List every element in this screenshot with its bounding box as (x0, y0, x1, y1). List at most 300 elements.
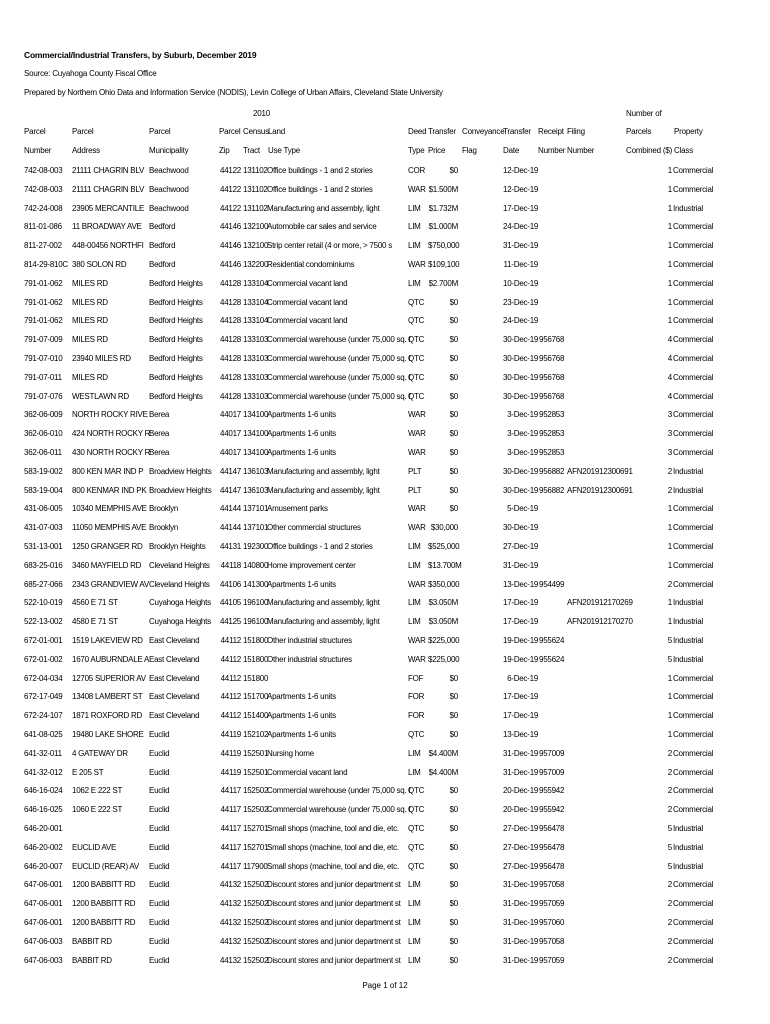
parcels-combined-cell: 3 (667, 448, 672, 457)
table-row (0, 503, 770, 521)
land-use-cell: Commercial warehouse (under 75,000 sq. f (267, 335, 411, 345)
transfer-date-cell: 17-Dec-19 (503, 598, 539, 608)
land-use-cell: Commercial vacant land (267, 278, 348, 288)
property-class-cell: Commercial (673, 767, 714, 777)
receipt-number-cell: 956768 (539, 372, 565, 382)
land-use-cell: Discount stores and junior department st (267, 936, 401, 946)
zip-cell: 44106 (220, 579, 241, 589)
transfer-price-cell: $2.700M (428, 278, 458, 288)
census-tract-cell: 117900 (243, 861, 268, 871)
parcels-combined-cell: 1 (667, 673, 672, 683)
deed-type-cell: LIM (408, 222, 421, 232)
parcel-address-cell: MILES RD (72, 316, 108, 326)
census-tract-cell: 152701 (243, 824, 269, 833)
deed-type-cell: FOF (408, 673, 424, 683)
property-class-cell: Commercial (673, 748, 714, 758)
transfer-price-cell: $350,000 (428, 579, 460, 589)
transfer-price-cell: $750,000 (428, 241, 460, 251)
zip-cell: 44147 (220, 466, 241, 476)
table-row (0, 879, 770, 897)
zip-cell: 44122 (220, 184, 241, 194)
zip-cell: 44122 (220, 203, 241, 213)
municipality-cell: East Cleveland (149, 692, 200, 702)
zip-cell: 44132 (220, 899, 241, 909)
parcel-number-cell: 672-24-107 (24, 711, 63, 721)
table-row (0, 240, 770, 258)
census-tract-cell: 151700 (243, 692, 269, 702)
filing-number-cell: AFN201912170269 (567, 598, 633, 608)
census-tract-cell: 152502 (243, 936, 269, 946)
parcel-number-cell: 641-08-025 (24, 730, 63, 739)
parcel-number-cell: 431-06-005 (24, 504, 63, 514)
receipt-number-cell: 957060 (539, 918, 565, 927)
property-class-cell: Commercial (673, 354, 714, 363)
property-class-cell: Commercial (673, 260, 714, 269)
parcels-combined-cell: 4 (667, 354, 672, 363)
parcels-combined-cell: 4 (667, 391, 672, 401)
table-row (0, 391, 770, 409)
land-use-cell: Home improvement center (267, 560, 356, 570)
property-class-cell: Commercial (673, 504, 714, 514)
municipality-cell: Bedford Heights (149, 278, 203, 288)
table-row (0, 842, 770, 860)
transfer-date-cell: 3-Dec-19 (507, 410, 538, 420)
municipality-cell: Cuyahoga Heights (149, 617, 211, 627)
land-use-cell: Commercial warehouse (under 75,000 sq. f (267, 354, 411, 363)
table-row (0, 785, 770, 803)
parcel-number-cell: 362-06-010 (24, 429, 63, 439)
transfer-date-cell: 31-Dec-19 (503, 955, 539, 965)
property-class-cell: Commercial (673, 335, 714, 345)
table-row (0, 466, 770, 484)
parcels-combined-cell: 1 (667, 260, 672, 269)
parcel-address-cell: 11050 MEMPHIS AVE (72, 523, 147, 533)
census-tract-cell: 133103 (243, 372, 269, 382)
parcel-address-cell: MILES RD (72, 335, 108, 345)
parcels-combined-cell: 2 (667, 767, 672, 777)
parcel-number-cell: 647-06-001 (24, 880, 63, 890)
receipt-number-cell: 952853 (539, 448, 565, 457)
transfer-date-cell: 23-Dec-19 (503, 297, 539, 307)
parcels-combined-cell: 5 (667, 654, 672, 664)
municipality-cell: Brooklyn Heights (149, 542, 206, 551)
table-row (0, 522, 770, 540)
deed-type-cell: WAR (408, 579, 426, 589)
header-use-type: Use Type (268, 146, 301, 155)
table-row (0, 447, 770, 465)
deed-type-cell: LIM (408, 542, 421, 551)
receipt-number-cell: 957009 (539, 748, 565, 758)
property-class-cell: Commercial (673, 184, 714, 194)
zip-cell: 44017 (220, 410, 241, 420)
transfer-date-cell: 31-Dec-19 (503, 899, 539, 909)
census-tract-cell: 151400 (243, 711, 269, 721)
census-tract-cell: 131102 (243, 166, 268, 175)
parcel-number-cell: 791-07-009 (24, 335, 63, 345)
census-tract-cell: 133103 (243, 391, 269, 401)
municipality-cell: Euclid (149, 730, 170, 739)
deed-type-cell: QTC (408, 297, 425, 307)
municipality-cell: Euclid (149, 805, 170, 815)
deed-type-cell: LIM (408, 278, 421, 288)
land-use-cell: Commercial warehouse (under 75,000 sq. f (267, 391, 411, 401)
parcel-address-cell: 12705 SUPERIOR AV (72, 673, 146, 683)
transfer-price-cell: $13.700M (428, 560, 462, 570)
census-tract-cell: 152102 (243, 730, 269, 739)
land-use-cell: Residential condominiums (267, 260, 355, 269)
deed-type-cell: WAR (408, 636, 426, 645)
property-class-cell: Industrial (673, 617, 703, 627)
zip-cell: 44119 (220, 730, 241, 739)
header-parcel-2: Parcel (72, 127, 94, 136)
header-receipt-number: Number (538, 146, 566, 155)
parcel-number-cell: 583-19-002 (24, 466, 63, 476)
receipt-number-cell: 957058 (539, 936, 565, 946)
property-class-cell: Industrial (673, 466, 703, 476)
land-use-cell: Discount stores and junior department st (267, 918, 401, 927)
census-tract-cell: 192300 (243, 542, 269, 551)
municipality-cell: East Cleveland (149, 673, 200, 683)
parcel-address-cell: BABBIT RD (72, 936, 112, 946)
table-row (0, 635, 770, 653)
zip-cell: 44117 (220, 861, 241, 871)
deed-type-cell: LIM (408, 918, 421, 927)
header-filing-number: Number (567, 146, 595, 155)
parcel-address-cell: 2343 GRANDVIEW AV (72, 579, 149, 589)
deed-type-cell: QTC (408, 730, 425, 739)
transfer-price-cell: $0 (449, 918, 458, 927)
parcel-address-cell: 21111 CHAGRIN BLV (72, 166, 145, 175)
transfer-date-cell: 17-Dec-19 (503, 617, 539, 627)
table-row (0, 334, 770, 352)
parcels-combined-cell: 2 (667, 786, 672, 796)
parcel-number-cell: 647-06-001 (24, 899, 63, 909)
transfer-date-cell: 17-Dec-19 (503, 692, 539, 702)
zip-cell: 44128 (220, 372, 241, 382)
zip-cell: 44146 (220, 260, 241, 269)
property-class-cell: Commercial (673, 918, 714, 927)
municipality-cell: Bedford Heights (149, 335, 203, 345)
municipality-cell: Broadview Heights (149, 466, 212, 476)
census-tract-cell: 152502 (243, 918, 269, 927)
table-row (0, 297, 770, 315)
parcels-combined-cell: 3 (667, 429, 672, 439)
transfer-date-cell: 24-Dec-19 (503, 316, 539, 326)
transfer-price-cell: $0 (449, 354, 458, 363)
property-class-cell: Commercial (673, 692, 714, 702)
deed-type-cell: WAR (408, 260, 426, 269)
land-use-cell: Commercial vacant land (267, 767, 348, 777)
transfer-date-cell: 27-Dec-19 (503, 542, 539, 551)
table-row (0, 936, 770, 954)
source-line: Source: Cuyahoga County Fiscal Office (24, 69, 157, 78)
transfer-price-cell: $0 (449, 335, 458, 345)
parcel-number-cell: 791-07-010 (24, 354, 63, 363)
parcels-combined-cell: 1 (667, 692, 672, 702)
parcel-address-cell: 19480 LAKE SHORE (72, 730, 144, 739)
transfer-date-cell: 30-Dec-19 (503, 354, 539, 363)
table-row (0, 353, 770, 371)
zip-cell: 44132 (220, 955, 241, 965)
land-use-cell: Manufacturing and assembly, light (267, 598, 380, 608)
header-type: Type (408, 146, 425, 155)
zip-cell: 44128 (220, 297, 241, 307)
transfer-price-cell: $1.500M (428, 184, 458, 194)
parcel-number-cell: 672-04-034 (24, 673, 63, 683)
receipt-number-cell: 957058 (539, 880, 565, 890)
transfer-price-cell: $0 (449, 448, 458, 457)
municipality-cell: Bedford Heights (149, 391, 203, 401)
deed-type-cell: QTC (408, 354, 425, 363)
transfer-price-cell: $0 (449, 730, 458, 739)
transfer-price-cell: $0 (449, 899, 458, 909)
filing-number-cell: AFN201912300691 (567, 466, 633, 476)
parcels-combined-cell: 2 (667, 936, 672, 946)
land-use-cell: Office buildings - 1 and 2 stories (267, 542, 373, 551)
census-tract-cell: 152501 (243, 748, 269, 758)
table-row (0, 767, 770, 785)
census-tract-cell: 133104 (243, 278, 269, 288)
parcel-address-cell: 380 SOLON RD (72, 260, 127, 269)
receipt-number-cell: 956478 (539, 861, 565, 871)
header-property: Property (674, 127, 703, 136)
land-use-cell: Commercial warehouse (under 75,000 sq. f (267, 786, 411, 796)
table-row (0, 278, 770, 296)
transfer-price-cell: $3.050M (428, 598, 458, 608)
land-use-cell: Commercial vacant land (267, 297, 348, 307)
parcels-combined-cell: 2 (667, 748, 672, 758)
zip-cell: 44131 (220, 542, 241, 551)
parcel-number-cell: 672-01-001 (24, 636, 63, 645)
deed-type-cell: QTC (408, 316, 425, 326)
parcel-number-cell: 531-13-001 (24, 542, 63, 551)
table-row (0, 409, 770, 427)
municipality-cell: Euclid (149, 955, 170, 965)
parcel-number-cell: 791-07-011 (24, 372, 62, 382)
transfer-price-cell: $0 (449, 316, 458, 326)
municipality-cell: Bedford Heights (149, 372, 203, 382)
property-class-cell: Commercial (673, 523, 714, 533)
zip-cell: 44146 (220, 241, 241, 251)
transfer-price-cell: $0 (449, 824, 458, 833)
header-number-of: Number of (626, 109, 662, 118)
parcels-combined-cell: 1 (667, 297, 672, 307)
property-class-cell: Commercial (673, 316, 714, 326)
deed-type-cell: QTC (408, 391, 425, 401)
table-row (0, 861, 770, 879)
parcels-combined-cell: 1 (667, 617, 672, 627)
land-use-cell: Apartments 1-6 units (267, 692, 336, 702)
zip-cell: 44132 (220, 936, 241, 946)
transfer-date-cell: 30-Dec-19 (503, 391, 539, 401)
property-class-cell: Commercial (673, 222, 714, 232)
parcel-address-cell: EUCLID AVE (72, 842, 117, 852)
parcels-combined-cell: 2 (667, 579, 672, 589)
property-class-cell: Commercial (673, 429, 714, 439)
property-class-cell: Industrial (673, 485, 703, 495)
parcel-address-cell: 1250 GRANGER RD (72, 542, 143, 551)
header-address: Address (72, 146, 100, 155)
transfer-price-cell: $0 (449, 410, 458, 420)
parcels-combined-cell: 1 (667, 316, 672, 326)
table-row (0, 184, 770, 202)
land-use-cell: Apartments 1-6 units (267, 579, 336, 589)
transfer-price-cell: $30,000 (430, 523, 458, 533)
header-land: Land (268, 127, 285, 136)
deed-type-cell: LIM (408, 955, 421, 965)
transfer-price-cell: $0 (449, 861, 458, 871)
land-use-cell: Other industrial structures (267, 636, 352, 645)
parcel-address-cell: 1062 E 222 ST (72, 786, 123, 796)
deed-type-cell: LIM (408, 203, 421, 213)
header-tract: Tract (243, 146, 260, 155)
property-class-cell: Commercial (673, 166, 714, 175)
municipality-cell: Cleveland Heights (149, 579, 210, 589)
parcels-combined-cell: 1 (667, 222, 672, 232)
census-tract-cell: 136103 (243, 466, 269, 476)
census-tract-cell: 152502 (243, 786, 269, 796)
header-filing: Filing (567, 127, 585, 136)
property-class-cell: Industrial (673, 824, 703, 833)
parcel-address-cell: 1670 AUBURNDALE A (72, 654, 150, 664)
municipality-cell: Bedford Heights (149, 297, 203, 307)
transfer-price-cell: $225,000 (428, 654, 460, 664)
transfer-date-cell: 30-Dec-19 (503, 523, 539, 533)
census-tract-cell: 137101 (243, 504, 269, 514)
transfer-date-cell: 13-Dec-19 (503, 579, 539, 589)
receipt-number-cell: 952853 (539, 410, 565, 420)
zip-cell: 44119 (220, 767, 241, 777)
parcel-address-cell: NORTH ROCKY RIVE (72, 410, 148, 420)
land-use-cell: Small shops (machine, tool and die, etc. (267, 842, 399, 852)
receipt-number-cell: 956768 (539, 354, 565, 363)
parcel-number-cell: 522-10-019 (24, 598, 63, 608)
zip-cell: 44119 (220, 748, 241, 758)
parcel-address-cell: 800 KEN MAR IND P (72, 466, 144, 476)
parcels-combined-cell: 2 (667, 918, 672, 927)
census-tract-cell: 134100 (243, 410, 269, 420)
receipt-number-cell: 952853 (539, 429, 565, 439)
census-tract-cell: 140800 (243, 560, 269, 570)
transfer-date-cell: 31-Dec-19 (503, 767, 539, 777)
parcel-number-cell: 641-32-012 (24, 767, 63, 777)
parcels-combined-cell: 3 (667, 410, 672, 420)
municipality-cell: Berea (149, 448, 170, 457)
table-row (0, 748, 770, 766)
municipality-cell: Beachwood (149, 203, 189, 213)
parcels-combined-cell: 5 (667, 636, 672, 645)
deed-type-cell: WAR (408, 448, 426, 457)
transfer-date-cell: 24-Dec-19 (503, 222, 539, 232)
municipality-cell: Brooklyn (149, 523, 179, 533)
municipality-cell: Cleveland Heights (149, 560, 210, 570)
census-tract-cell: 133104 (243, 316, 269, 326)
census-tract-cell: 134100 (243, 448, 269, 457)
transfer-date-cell: 17-Dec-19 (503, 203, 539, 213)
census-tract-cell: 151800 (243, 654, 269, 664)
receipt-number-cell: 956882 (539, 485, 565, 495)
table-row (0, 917, 770, 935)
header-parcel-4: Parcel (219, 127, 241, 136)
parcel-number-cell: 522-13-002 (24, 617, 63, 627)
receipt-number-cell: 955942 (539, 805, 565, 815)
census-tract-cell: 196100 (243, 617, 269, 627)
zip-cell: 44118 (220, 560, 241, 570)
municipality-cell: Berea (149, 429, 170, 439)
land-use-cell: Strip center retail (4 or more, > 7500 s (267, 241, 392, 251)
deed-type-cell: PLT (408, 485, 422, 495)
parcels-combined-cell: 2 (667, 466, 672, 476)
parcel-address-cell: 430 NORTH ROCKY R (72, 448, 151, 457)
table-row (0, 259, 770, 277)
deed-type-cell: LIM (408, 241, 421, 251)
transfer-price-cell: $0 (449, 805, 458, 815)
page-footer: Page 1 of 12 (362, 981, 408, 990)
transfer-price-cell: $0 (449, 485, 458, 495)
property-class-cell: Commercial (673, 241, 714, 251)
deed-type-cell: QTC (408, 335, 425, 345)
transfer-price-cell: $1.732M (428, 203, 458, 213)
parcel-number-cell: 811-27-002 (24, 241, 62, 251)
land-use-cell: Discount stores and junior department st (267, 955, 401, 965)
deed-type-cell: WAR (408, 429, 426, 439)
deed-type-cell: LIM (408, 560, 421, 570)
zip-cell: 44117 (220, 786, 241, 796)
parcel-address-cell: 800 KENMAR IND PK (72, 485, 147, 495)
transfer-price-cell: $1.000M (428, 222, 458, 232)
parcel-address-cell: 1200 BABBITT RD (72, 880, 136, 890)
municipality-cell: Euclid (149, 786, 170, 796)
header-transfer-1: Transfer (428, 127, 456, 136)
parcels-combined-cell: 1 (667, 711, 672, 721)
transfer-price-cell: $0 (449, 880, 458, 890)
parcel-address-cell: 23940 MILES RD (72, 354, 131, 363)
land-use-cell: Apartments 1-6 units (267, 410, 336, 420)
municipality-cell: East Cleveland (149, 636, 200, 645)
transfer-price-cell: $0 (449, 504, 458, 514)
parcel-address-cell: 1200 BABBITT RD (72, 899, 136, 909)
property-class-cell: Industrial (673, 861, 703, 871)
parcel-address-cell: MILES RD (72, 372, 108, 382)
land-use-cell: Other industrial structures (267, 654, 352, 664)
municipality-cell: Brooklyn (149, 504, 179, 514)
receipt-number-cell: 956768 (539, 335, 565, 345)
zip-cell: 44128 (220, 316, 241, 326)
parcel-address-cell: 23905 MERCANTILE (72, 203, 145, 213)
deed-type-cell: WAR (408, 654, 426, 664)
parcel-address-cell: MILES RD (72, 297, 108, 307)
property-class-cell: Commercial (673, 936, 714, 946)
parcels-combined-cell: 1 (667, 730, 672, 739)
parcels-combined-cell: 1 (667, 542, 672, 551)
transfer-price-cell: $525,000 (428, 542, 460, 551)
deed-type-cell: FOR (408, 692, 425, 702)
property-class-cell: Commercial (673, 448, 714, 457)
land-use-cell: Commercial vacant land (267, 316, 348, 326)
parcel-address-cell: WESTLAWN RD (72, 391, 129, 401)
parcel-number-cell: 791-07-076 (24, 391, 63, 401)
parcels-combined-cell: 1 (667, 241, 672, 251)
parcels-combined-cell: 2 (667, 899, 672, 909)
municipality-cell: Euclid (149, 880, 170, 890)
parcel-number-cell: 742-08-003 (24, 166, 63, 175)
table-row (0, 691, 770, 709)
table-row (0, 579, 770, 597)
census-tract-cell: 137101 (243, 523, 269, 533)
deed-type-cell: LIM (408, 936, 421, 946)
land-use-cell: Commercial warehouse (under 75,000 sq. f (267, 805, 411, 815)
deed-type-cell: LIM (408, 617, 421, 627)
